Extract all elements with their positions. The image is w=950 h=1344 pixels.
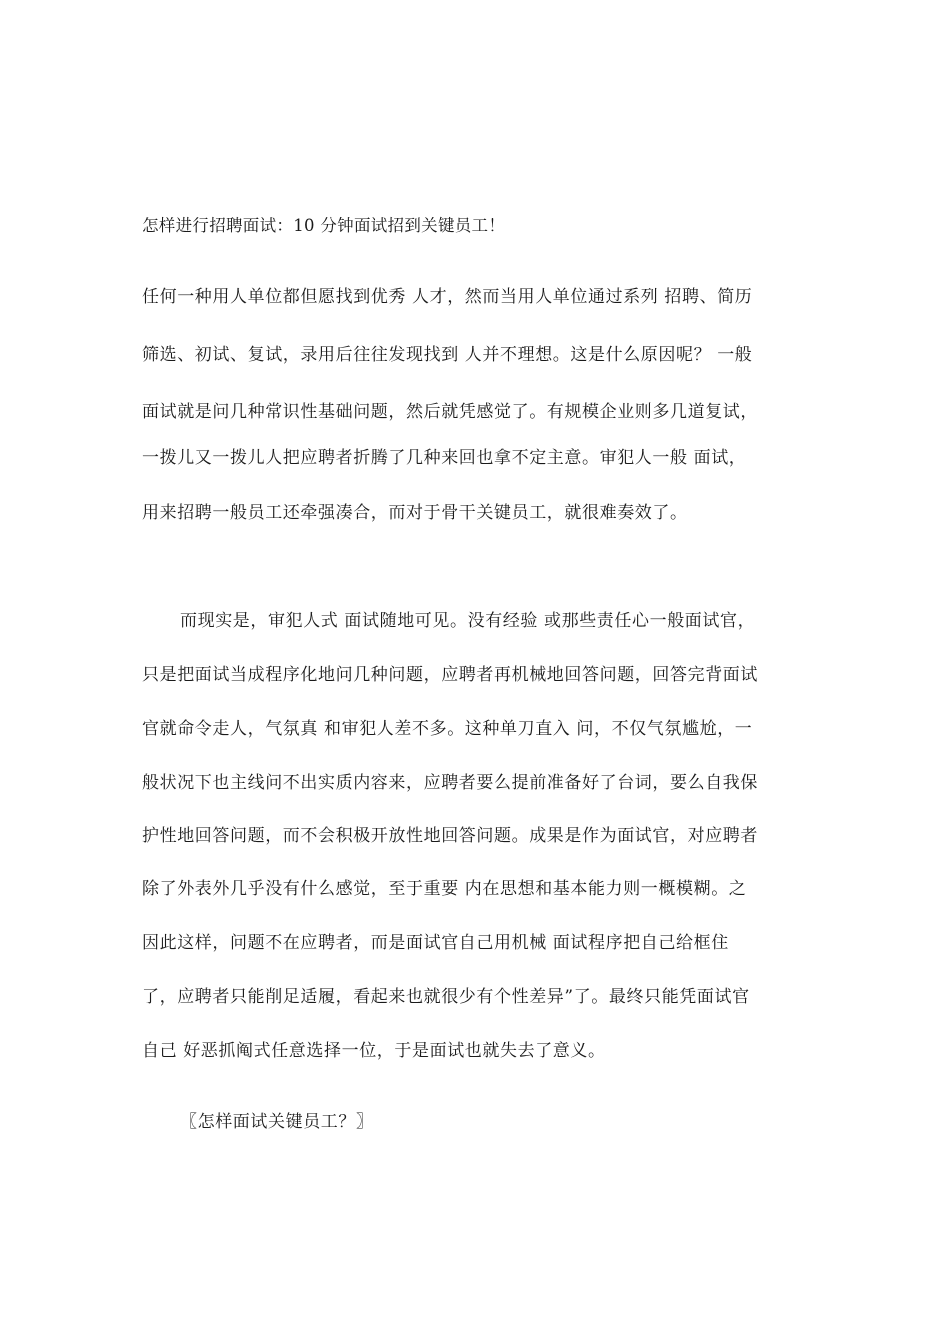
- document-title: 怎样进行招聘面试：10 分钟面试招到关键员工！: [142, 216, 506, 235]
- paragraph-2-line-9: 自己 好恶抓阄式任意选择一位，于是面试也就失去了意义。: [142, 1041, 606, 1061]
- paragraph-2-line-1: 而现实是，审犯人式 面试随地可见。没有经验 或那些责任心一般面试官，: [180, 611, 756, 631]
- paragraph-2-line-7: 因此这样，问题不在应聘者，而是面试官自己用机械 面试程序把自己给框住: [142, 933, 729, 953]
- paragraph-2-line-8: 了，应聘者只能削足适履，看起来也就很少有个性差异”了。最终只能凭面试官: [142, 987, 750, 1007]
- paragraph-1-line-2: 筛选、初试、复试，录用后往往发现找到 人并不理想。这是什么原因呢？ 一般: [142, 345, 753, 365]
- paragraph-1-line-5: 用来招聘一般员工还牵强凑合，而对于骨干关键员工，就很难奏效了。: [142, 503, 688, 523]
- paragraph-1-line-4: 一拨儿又一拨儿人把应聘者折腾了几种来回也拿不定主意。审犯人一般 面试，: [142, 448, 747, 468]
- paragraph-2-line-5: 护性地回答问题，而不会积极开放性地回答问题。成果是作为面试官，对应聘者: [142, 826, 758, 846]
- section-heading: 〖怎样面试关键员工？〗: [180, 1112, 374, 1132]
- paragraph-2-line-3: 官就命令走人，气氛真 和审犯人差不多。这种单刀直入 问，不仅气氛尴尬，一: [142, 719, 753, 739]
- paragraph-2-line-2: 只是把面试当成程序化地问几种问题，应聘者再机械地回答问题，回答完背面试: [142, 665, 758, 685]
- paragraph-2-line-4: 般状况下也主线问不出实质内容来，应聘者要么提前准备好了台词，要么自我保: [142, 773, 758, 793]
- paragraph-2-line-6: 除了外表外几乎没有什么感觉，至于重要 内在思想和基本能力则一概模糊。之: [142, 879, 747, 899]
- paragraph-1-line-1: 任何一种用人单位都但愿找到优秀 人才，然而当用人单位通过系列 招聘、简历: [142, 287, 753, 307]
- paragraph-1-line-3: 面试就是问几种常识性基础问题，然后就凭感觉了。有规模企业则多几道复试，: [142, 402, 758, 422]
